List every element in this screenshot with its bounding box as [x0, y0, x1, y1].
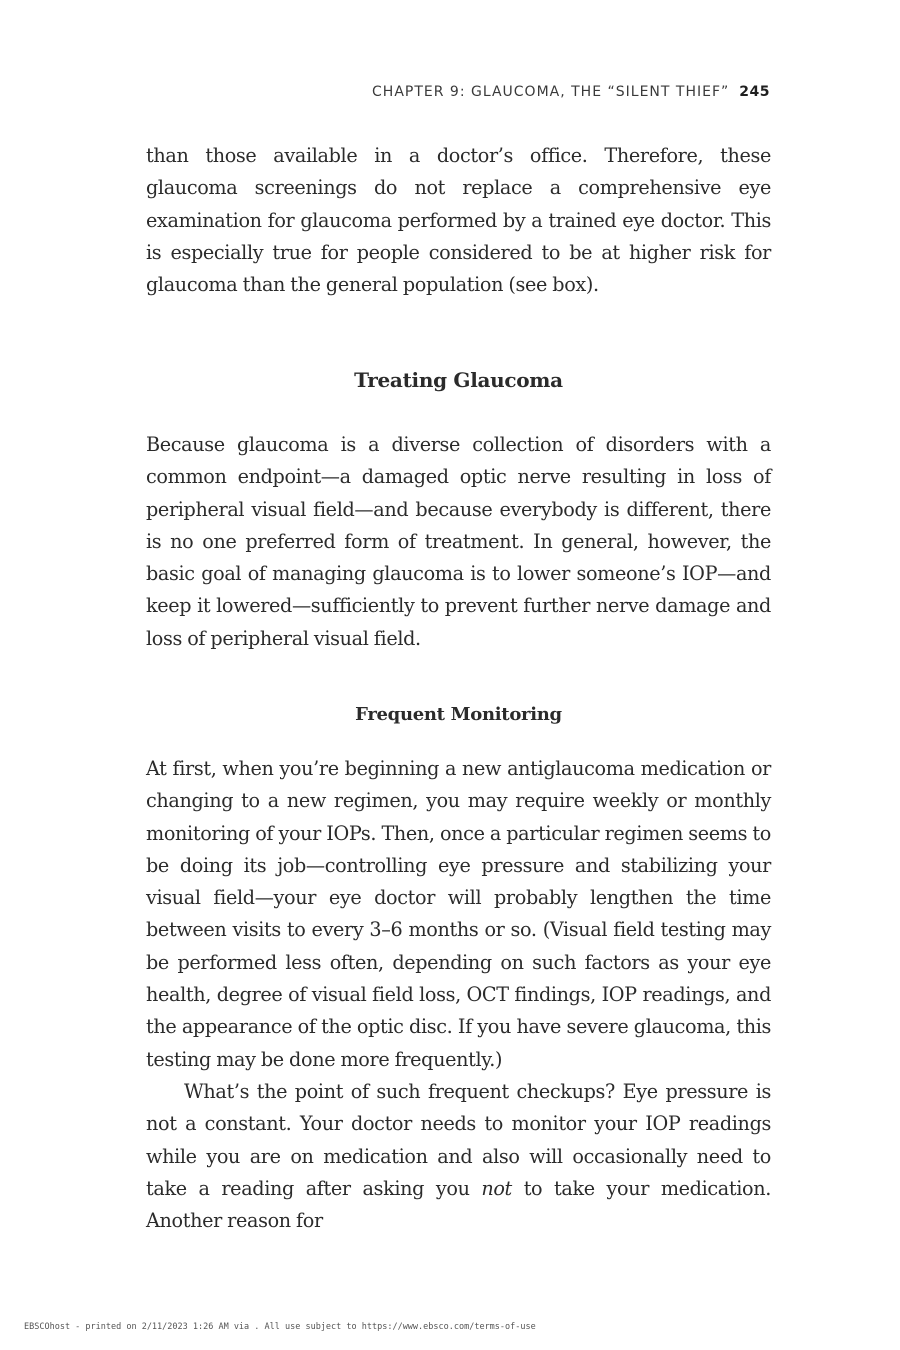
section-heading: Treating Glaucoma — [354, 368, 563, 392]
intro-text-block — [146, 140, 771, 301]
paragraph-2-text-before: What’s the point of such frequent checkups? Eye pressure is not a constant. Your doctor needs to monitor your IOP readings while you are on medication and also will occasionally need to take a reading after asking you — [146, 1079, 771, 1200]
subsection-paragraph-1: At first, when you’re beginning a new antiglaucoma medication or changing to a new regimen, you may require weekly or monthly monitoring of your IOPs. Then, once a particular regimen seems to be doing its job—controlling eye pressure and stabilizing your visual field—your eye doctor will probably lengthen the time between visits to every 3–6 months or so. (Visual field testing may be performed less often, depending on such factors as your eye health, degree of visual field loss, OCT findings, IOP readings, and the appearance of the optic disc. If you have severe glaucoma, this testing may be done more frequently.) — [146, 757, 771, 1071]
subsection-heading: Frequent Monitoring — [355, 704, 562, 725]
chapter-title: CHAPTER 9: GLAUCOMA, THE “SILENT THIEF” — [372, 84, 730, 100]
page-number: 245 — [739, 84, 770, 100]
paragraph-2-emphasis: not — [481, 1176, 512, 1200]
running-head — [372, 84, 770, 100]
section-paragraph: Because glaucoma is a diverse collection of disorders with a common endpoint—a damaged optic nerve resulting in loss of peripheral visual field—and because everybody is different, there is no one preferred form of treatment. In general, however, the basic goal of managing glaucoma is to lower someone’s IOP—and keep it lowered—sufficiently to prevent further nerve damage and loss of peripheral visual field. — [146, 433, 771, 650]
paragraph-2-text-after: to take your medication. Another reason for — [146, 1176, 771, 1233]
print-footer: EBSCOhost - printed on 2/11/2023 1:26 AM via . All use subject to https://www.ebsco.com/terms-of-use — [24, 1322, 536, 1332]
intro-paragraph: than those available in a doctor’s office. Therefore, these glaucoma screenings do not replace a comprehensive eye examination for glaucoma performed by a trained eye doctor. This is especially true for people considered to be at higher risk for glaucoma than the general population (see box). — [146, 144, 771, 297]
section-text-block — [146, 429, 771, 655]
subsection-text-block — [146, 753, 771, 1237]
subsection-paragraph-2 — [146, 1076, 771, 1237]
